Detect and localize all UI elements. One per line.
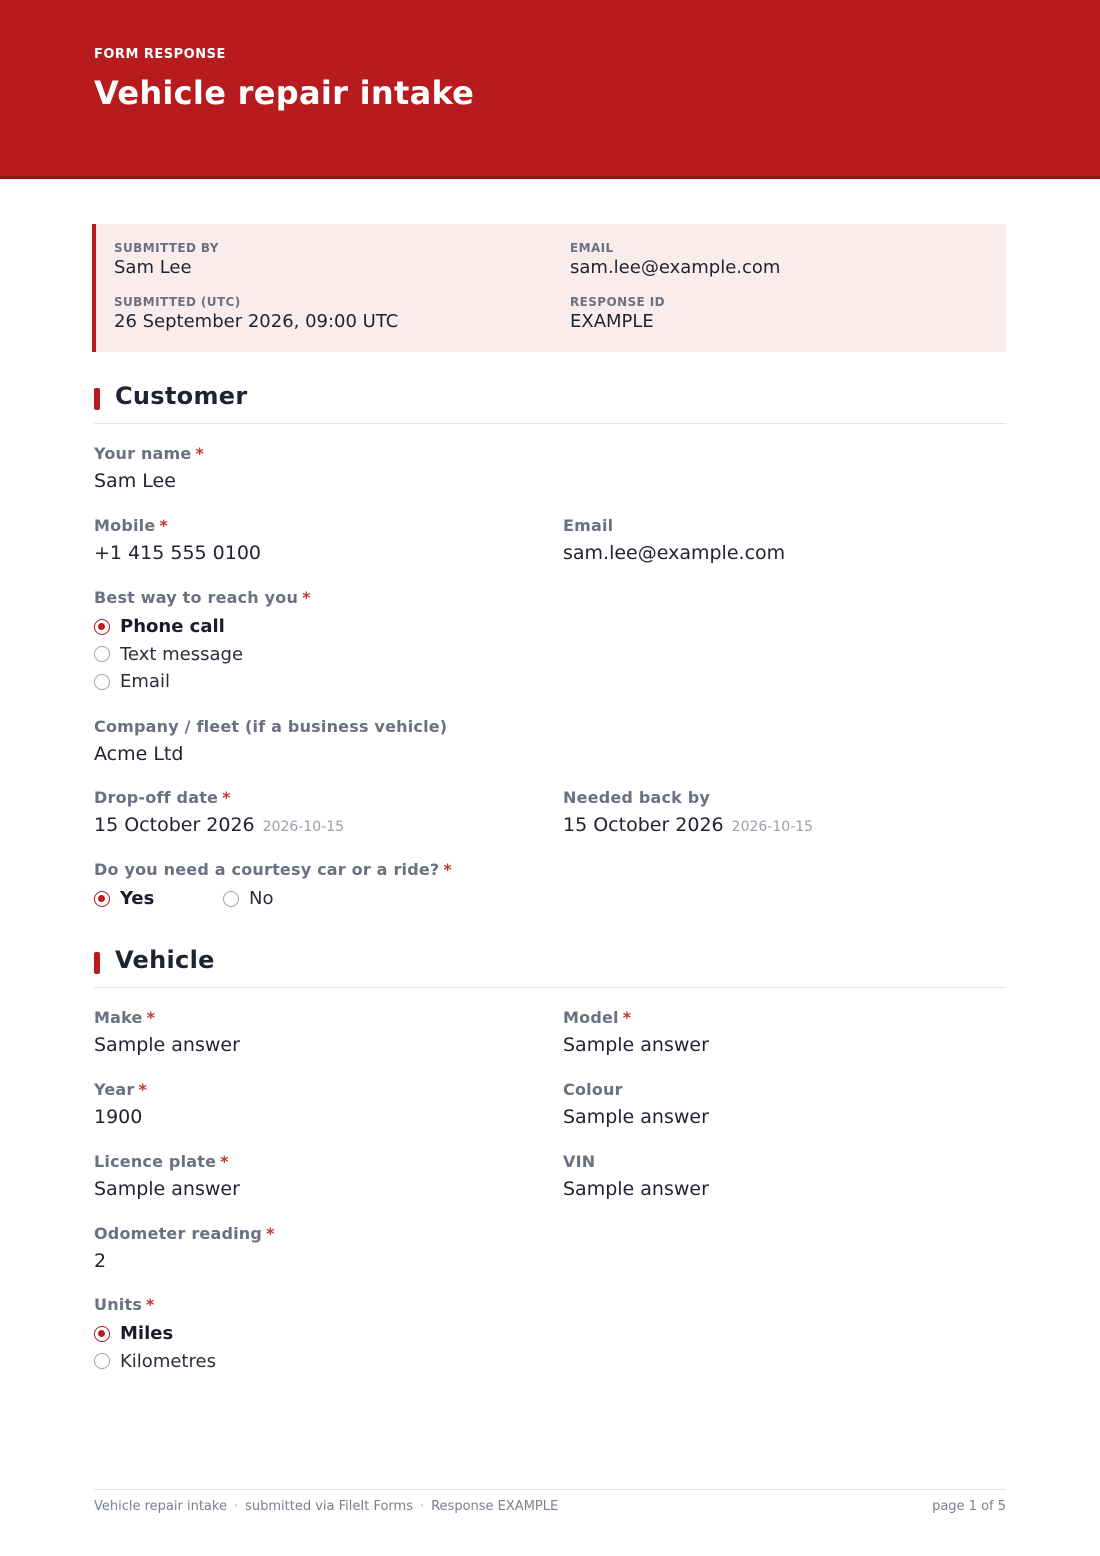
- page-footer: [94, 1489, 1006, 1523]
- required-marker: *: [159, 516, 168, 535]
- submission-meta-panel: [92, 224, 1006, 352]
- field-vin: [563, 1152, 709, 1200]
- meta-value: 26 September 2026, 09:00 UTC: [114, 311, 399, 332]
- field-make: [94, 1008, 240, 1056]
- radio-group: [94, 1320, 216, 1375]
- field-your-name: [94, 444, 204, 492]
- field-value: Sample answer: [563, 1034, 709, 1056]
- radio-option-no: No: [223, 885, 273, 913]
- required-marker: *: [220, 1152, 229, 1171]
- field-label: Year *: [94, 1080, 148, 1099]
- field-value: 2: [94, 1250, 107, 1272]
- field-value: sam.lee@example.com: [563, 542, 786, 564]
- form-response-eyebrow: FORM RESPONSE: [94, 47, 226, 62]
- meta-value: sam.lee@example.com: [570, 257, 781, 278]
- field-drop-off-date: [94, 788, 344, 836]
- meta-response-id: [570, 295, 665, 332]
- footer-submitted-via: submitted via FileIt Forms: [245, 1499, 413, 1514]
- radio-empty-icon: [94, 646, 110, 662]
- field-value: 1900: [94, 1106, 143, 1128]
- field-year: [94, 1080, 147, 1128]
- radio-selected-icon: [94, 891, 110, 907]
- field-value: Sample answer: [563, 1106, 709, 1128]
- radio-option-phone-call: Phone call: [94, 613, 311, 641]
- required-marker: *: [146, 1008, 156, 1027]
- required-marker: *: [138, 1080, 148, 1099]
- required-marker: *: [266, 1224, 275, 1243]
- required-marker: *: [622, 1008, 632, 1027]
- field-value: Sam Lee: [94, 470, 176, 492]
- section-title: Customer: [115, 382, 248, 410]
- field-label: VIN: [563, 1152, 596, 1171]
- field-label: Do you need a courtesy car or a ride? *: [94, 860, 452, 879]
- section-title: Vehicle: [115, 946, 215, 974]
- radio-selected-icon: [94, 1326, 110, 1342]
- field-label: Model *: [563, 1008, 632, 1027]
- field-value: 15 October 2026 2026-10-15: [563, 814, 814, 836]
- meta-label: EMAIL: [570, 241, 614, 255]
- field-label: Best way to reach you *: [94, 588, 311, 607]
- radio-option-yes: Yes: [94, 885, 169, 913]
- section-accent-bar: [94, 952, 100, 974]
- field-courtesy-car: [94, 860, 452, 913]
- page-header: [0, 0, 1100, 179]
- field-value: +1 415 555 0100: [94, 542, 262, 564]
- field-best-way-to-reach: [94, 588, 311, 696]
- field-label: Make *: [94, 1008, 156, 1027]
- field-value: Sample answer: [563, 1178, 709, 1200]
- radio-option-email: Email: [94, 668, 311, 696]
- meta-label: SUBMITTED (UTC): [114, 295, 241, 309]
- meta-email: [570, 241, 780, 278]
- meta-value: EXAMPLE: [570, 311, 654, 332]
- footer-info: Vehicle repair intake · submitted via FileIt Forms · Response EXAMPLE: [94, 1499, 559, 1514]
- field-label: Units *: [94, 1295, 155, 1314]
- field-label: Company / fleet (if a business vehicle): [94, 717, 448, 736]
- meta-submitted-utc: [114, 295, 398, 332]
- field-email: [563, 516, 785, 564]
- required-marker: *: [195, 444, 205, 463]
- radio-group: [94, 885, 452, 913]
- field-needed-back-by: [563, 788, 813, 836]
- radio-option-miles: Miles: [94, 1320, 216, 1348]
- required-marker: *: [443, 860, 452, 879]
- required-marker: *: [302, 588, 311, 607]
- section-customer: [94, 382, 1006, 424]
- field-value: Sample answer: [94, 1034, 240, 1056]
- field-odometer-reading: [94, 1224, 275, 1272]
- meta-label: RESPONSE ID: [570, 295, 665, 309]
- iso-date: 2026-10-15: [262, 819, 345, 835]
- field-label: Colour: [563, 1080, 623, 1099]
- page-title: Vehicle repair intake: [94, 74, 475, 112]
- field-label: Email: [563, 516, 614, 535]
- page-number: page 1 of 5: [932, 1499, 1006, 1514]
- field-colour: [563, 1080, 709, 1128]
- required-marker: *: [222, 788, 231, 807]
- field-company-fleet: [94, 717, 447, 765]
- field-label: Licence plate *: [94, 1152, 229, 1171]
- meta-label: SUBMITTED BY: [114, 241, 219, 255]
- field-label: Your name *: [94, 444, 205, 463]
- footer-form-name: Vehicle repair intake: [94, 1499, 227, 1514]
- meta-value: Sam Lee: [114, 257, 192, 278]
- section-accent-bar: [94, 388, 100, 410]
- field-label: Drop-off date *: [94, 788, 231, 807]
- footer-response: Response EXAMPLE: [431, 1499, 559, 1514]
- section-vehicle: [94, 946, 1006, 988]
- field-units: [94, 1295, 216, 1375]
- radio-option-kilometres: Kilometres: [94, 1348, 216, 1376]
- field-label: Odometer reading *: [94, 1224, 275, 1243]
- field-licence-plate: [94, 1152, 240, 1200]
- radio-selected-icon: [94, 619, 110, 635]
- field-label: Mobile *: [94, 516, 168, 535]
- radio-empty-icon: [94, 1353, 110, 1369]
- field-mobile: [94, 516, 261, 564]
- field-value: Sample answer: [94, 1178, 240, 1200]
- meta-submitted-by: [114, 241, 219, 278]
- required-marker: *: [146, 1295, 155, 1314]
- iso-date: 2026-10-15: [731, 819, 814, 835]
- radio-empty-icon: [94, 674, 110, 690]
- field-value: 15 October 2026 2026-10-15: [94, 814, 345, 836]
- radio-empty-icon: [223, 891, 239, 907]
- radio-group: [94, 613, 311, 696]
- radio-option-text-message: Text message: [94, 641, 311, 669]
- field-model: [563, 1008, 709, 1056]
- field-label: Needed back by: [563, 788, 711, 807]
- field-value: Acme Ltd: [94, 743, 184, 765]
